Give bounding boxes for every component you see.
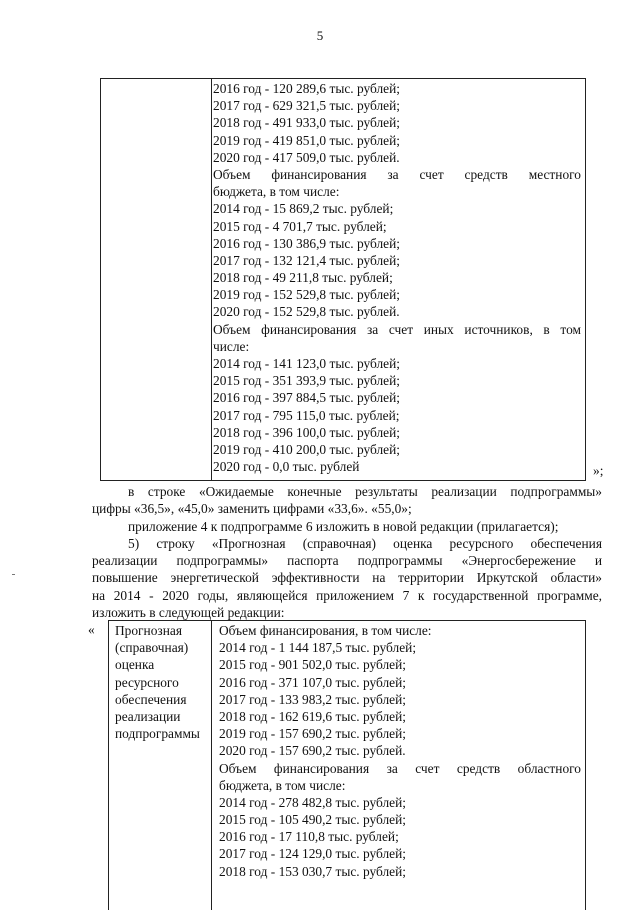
table-line: Объем финансирования за счет средств областного [219,760,581,776]
table-line: Объем финансирования за счет иных источников, в том [213,321,581,337]
table-line: 2020 год - 152 529,8 тыс. рублей. [213,304,400,320]
paragraph-line: реализации подпрограммы» паспорта подпрограммы «Энергосбережение и [92,553,602,569]
table-line: 2020 год - 417 509,0 тыс. рублей. [213,149,400,165]
table-line: 2015 год - 901 502,0 тыс. рублей; [219,657,406,673]
paragraph-line: приложение 4 к подпрограмме 6 изложить в новой редакции (прилагается); [128,519,559,534]
opening-quote: « [88,622,95,637]
paragraph-line: в строке «Ожидаемые конечные результаты реализации подпрограммы» [128,484,602,499]
table-line: 2015 год - 351 393,9 тыс. рублей; [213,373,400,389]
table-line: 2016 год - 120 289,6 тыс. рублей; [213,81,400,96]
table-line: 2020 год - 0,0 тыс. рублей [213,459,360,475]
row-header-line: (справочная) [115,640,189,656]
row-header-line: Прогнозная [115,623,182,638]
table-continuation [100,78,586,481]
table-line: 2019 год - 152 529,8 тыс. рублей; [213,287,400,303]
table-line: 2017 год - 629 321,5 тыс. рублей; [213,98,400,114]
table-line: Объем финансирования за счет средств местного [213,166,581,182]
paragraph-line: цифры «36,5», «45,0» заменить цифрами «33,6». «55,0»; [92,501,412,517]
paragraph-item-5 [92,535,602,621]
table-line: 2016 год - 371 107,0 тыс. рублей; [219,674,406,690]
row-header-line: реализации [115,708,181,724]
table-line: 2014 год - 278 482,8 тыс. рублей; [219,794,406,810]
row-header-line: оценка [115,657,155,673]
column-divider [211,79,212,480]
paragraph-line: 5) строку «Прогнозная (справочная) оценка ресурсного обеспечения [128,536,602,551]
column-divider [211,621,212,910]
table-line: 2018 год - 153 030,7 тыс. рублей; [219,863,406,879]
table-line: 2018 год - 491 933,0 тыс. рублей; [213,115,400,131]
closing-quote: »; [593,463,604,478]
table-line: 2017 год - 795 115,0 тыс. рублей; [213,407,400,423]
paragraph-line: повышение энергетической эффективности на территории Иркутской области» [92,570,602,586]
table-content [213,80,581,475]
page-number: 5 [316,28,324,43]
table-line: 2019 год - 410 200,0 тыс. рублей; [213,441,400,457]
table-line: 2016 год - 397 884,5 тыс. рублей; [213,390,400,406]
table-line: бюджета, в том числе: [213,184,340,200]
table-line: 2016 год - 130 386,9 тыс. рублей; [213,235,400,251]
paragraph-appendix [92,518,602,535]
table-line: 2014 год - 15 869,2 тыс. рублей; [213,201,394,217]
table-line: бюджета, в том числе: [219,777,346,793]
paragraph-expected-results [92,483,602,517]
row-header-line: ресурсного [115,674,179,690]
table-content [219,622,581,880]
table-line: 2015 год - 105 490,2 тыс. рублей; [219,812,406,828]
table-line: 2014 год - 1 144 187,5 тыс. рублей; [219,640,417,656]
row-header-line: обеспечения [115,691,187,707]
table-line: 2018 год - 49 211,8 тыс. рублей; [213,270,393,286]
table-line: 2017 год - 132 121,4 тыс. рублей; [213,252,400,268]
table-line: 2015 год - 4 701,7 тыс. рублей; [213,218,387,234]
paragraph-line: на 2014 - 2020 годы, являющейся приложением 7 к государственной программе, [92,587,602,603]
margin-mark [12,574,15,575]
table-line: 2020 год - 157 690,2 тыс. рублей. [219,743,406,759]
table-line: 2018 год - 162 619,6 тыс. рублей; [219,708,406,724]
table-line: 2019 год - 157 690,2 тыс. рублей; [219,726,406,742]
table-line: 2018 год - 396 100,0 тыс. рублей; [213,424,400,440]
table-line: 2017 год - 124 129,0 тыс. рублей; [219,846,406,862]
table-line: 2014 год - 141 123,0 тыс. рублей; [213,356,400,371]
row-header [115,622,211,742]
paragraph-line: изложить в следующей редакции: [92,604,285,620]
table-line: 2017 год - 133 983,2 тыс. рублей; [219,691,406,707]
table-resource-estimate [108,620,586,910]
table-line: 2016 год - 17 110,8 тыс. рублей; [219,829,399,845]
table-line: 2019 год - 419 851,0 тыс. рублей; [213,132,400,148]
row-header-line: подпрограммы [115,726,200,742]
table-line: Объем финансирования, в том числе: [219,623,432,638]
table-line: числе: [213,338,250,354]
